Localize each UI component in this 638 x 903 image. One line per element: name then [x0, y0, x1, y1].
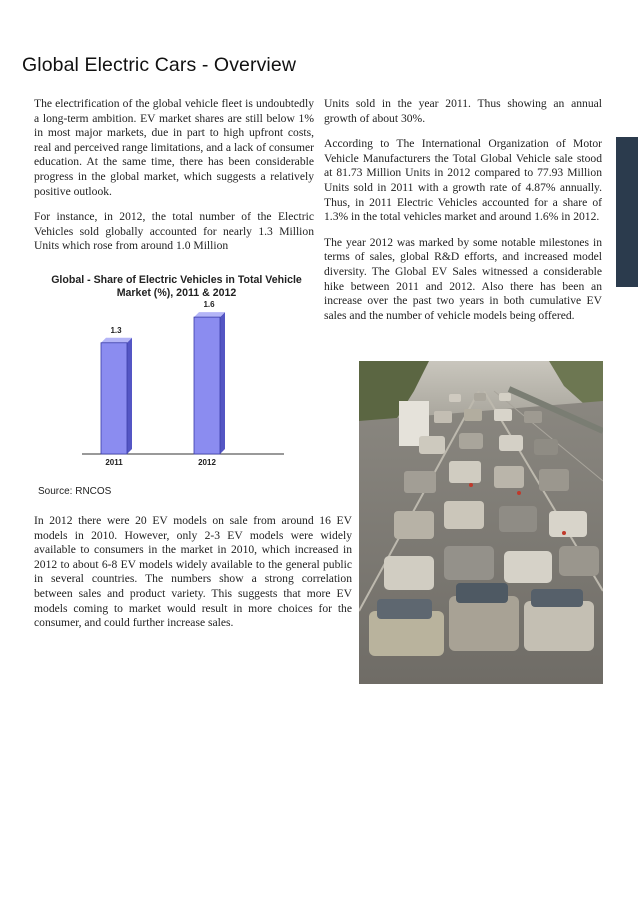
tick-label-2011: 2011: [105, 458, 123, 467]
bar-2012: [194, 317, 220, 454]
chart-title: Global - Share of Electric Vehicles in Total Vehicle Market (%), 2011 & 2012: [51, 274, 302, 299]
right-paragraph-2: According to The International Organization of Motor Vehicle Manufacturers the Total Global Vehicle sale stood at 81.73 Million Units in 2012 compared to 77.93 Million Units sold in 2011 with a growth rate of 4.87% annually. Thus, in 2011 Electric Vehicles accounted for a share of 1.3% in the total vehicles market and around 1.6% in 2012.: [324, 137, 602, 224]
chart: [34, 274, 319, 474]
page-title: Global Electric Cars - Overview: [22, 54, 296, 76]
bar-2011: [101, 343, 127, 454]
bottom-paragraph-1: In 2012 there were 20 EV models on sale from around 16 EV models in 2010. However, only 2-3 EV models were widely available to consumers in the market in 2010, which increased in 2012 to about 6-8 EV models widely available to the general public in several countries. The numbers show a strong correlation between sales and product variety. This suggests that more EV models coming to market would result in more choices for the consumer, and could further increase sales.: [34, 514, 352, 630]
right-paragraph-1: Units sold in the year 2011. Thus showing an annual growth of about 30%.: [324, 97, 602, 125]
data-label-2012: 1.6: [203, 300, 215, 310]
chart-svg: [34, 274, 319, 474]
bar-top-2012: [194, 312, 225, 317]
left-paragraph-2: For instance, in 2012, the total number of the Electric Vehicles sold globally accounted for nearly 1.3 Million Units which rose from around 1.0 Million: [34, 210, 314, 253]
photo-illustration: [359, 361, 603, 684]
bar-side-2012: [220, 312, 225, 454]
right-paragraph-3: The year 2012 was marked by some notable milestones in terms of sales, global R&D efforts, and increased model diversity. The Global EV Sales witnessed a considerable hike between 2011 and 2012. Also there has been an increase over the past two years in both cumulative EV sales and the number of vehicle models being offered.: [324, 235, 602, 322]
left-column: [34, 97, 314, 265]
right-column: [324, 97, 602, 334]
data-label-2011: 1.3: [110, 325, 122, 335]
chart-source: Source: RNCOS: [38, 486, 112, 497]
bottom-column: [34, 514, 352, 642]
bar-side-2011: [127, 338, 132, 454]
tick-label-2012: 2012: [198, 458, 216, 467]
side-tab: [616, 137, 638, 287]
left-paragraph-1: The electrification of the global vehicle fleet is undoubtedly a long-term ambition. EV market shares are still below 1% in most major markets, due in part to high upfront costs, real and perceived range limitations, and a lack of consumer education. At the same time, there has been considerable progress in the global market, which suggests a relatively positive outlook.: [34, 97, 314, 198]
highway-traffic-photo: [359, 361, 603, 684]
bar-top-2011: [101, 338, 132, 343]
